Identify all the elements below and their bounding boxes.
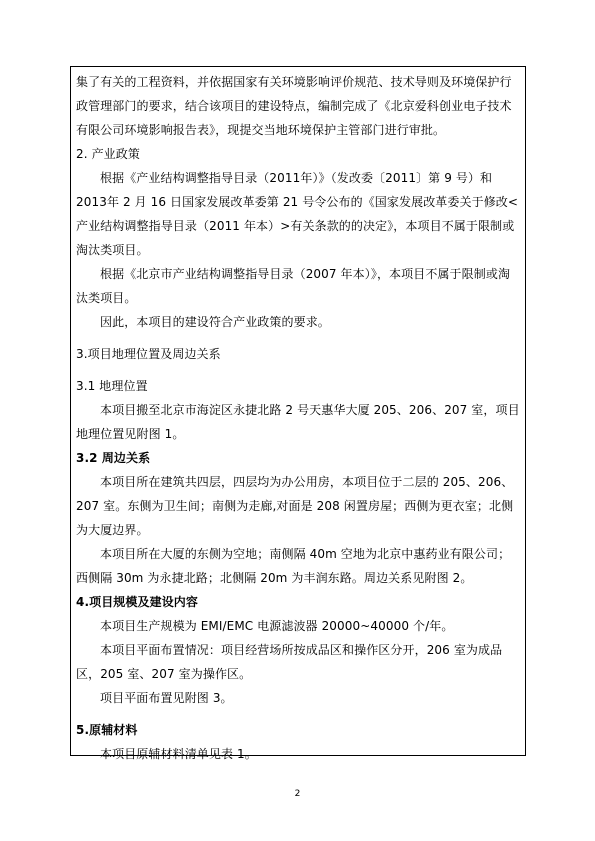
paragraph-location: 本项目搬至北京市海淀区永捷北路 2 号天惠华大厦 205、206、207 室，项目地理位置见附图 1。 bbox=[76, 403, 520, 441]
heading-location-surroundings: 3.项目地理位置及周边关系 bbox=[76, 347, 221, 361]
heading-raw-materials: 5.原辅材料 bbox=[76, 723, 138, 737]
paragraph-building-surroundings: 本项目所在建筑共四层，四层均为办公用房，本项目位于二层的 205、206、207 室。东侧为卫生间；南侧为走廊,对面是 208 闲置房屋；西侧为更衣室；北侧为大厦边界。 bbox=[76, 475, 514, 537]
paragraph-floor-layout: 本项目平面布置情况：项目经营场所按成品区和操作区分开，206 室为成品区，205 室、207 室为操作区。 bbox=[76, 643, 503, 681]
heading-project-scale: 4.项目规模及建设内容 bbox=[76, 595, 199, 609]
heading-surroundings: 3.2 周边关系 bbox=[76, 451, 151, 465]
paragraph-production-scale: 本项目生产规模为 EMI/EMC 电源滤波器 20000~40000 个/年。 bbox=[100, 619, 454, 633]
paragraph-raw-materials: 本项目原辅材料清单见表 1。 bbox=[100, 747, 257, 761]
heading-geographic-location: 3.1 地理位置 bbox=[76, 379, 148, 393]
paragraph-intro: 集了有关的工程资料，并依据国家有关环境影响评价规范、技术导则及环境保护行政管理部门的要求，结合该项目的建设特点，编制完成了《北京爱科创业电子技术有限公司环境影响报告表》，现提交当地环境保护主管部门进行审批。 bbox=[76, 75, 512, 137]
paragraph-beijing-catalog: 根据《北京市产业结构调整指导目录（2007 年本）》，本项目不属于限制或淘汰类项目。 bbox=[76, 267, 511, 305]
page-number: 2 bbox=[294, 789, 301, 799]
paragraph-policy-catalog: 根据《产业结构调整指导目录（2011年）》（发改委〔2011〕第 9 号）和 2013年 2 月 16 日国家发展改革委第 21 号令公布的《国家发展改革委关于修改<产业结构调整指导目录（2011 年本）>有关条款的的决定》，本项目不属于限制或淘汰类项目。 bbox=[76, 171, 519, 257]
document-body bbox=[76, 70, 522, 766]
heading-industry-policy: 2. 产业政策 bbox=[76, 147, 140, 161]
paragraph-policy-conclusion: 因此，本项目的建设符合产业政策的要求。 bbox=[100, 315, 330, 329]
paragraph-layout-figure: 项目平面布置见附图 3。 bbox=[100, 691, 233, 705]
paragraph-tower-surroundings: 本项目所在大厦的东侧为空地；南侧隔 40m 空地为北京中惠药业有限公司；西侧隔 30m 为永捷北路；北侧隔 20m 为丰润东路。周边关系见附图 2。 bbox=[76, 547, 511, 585]
